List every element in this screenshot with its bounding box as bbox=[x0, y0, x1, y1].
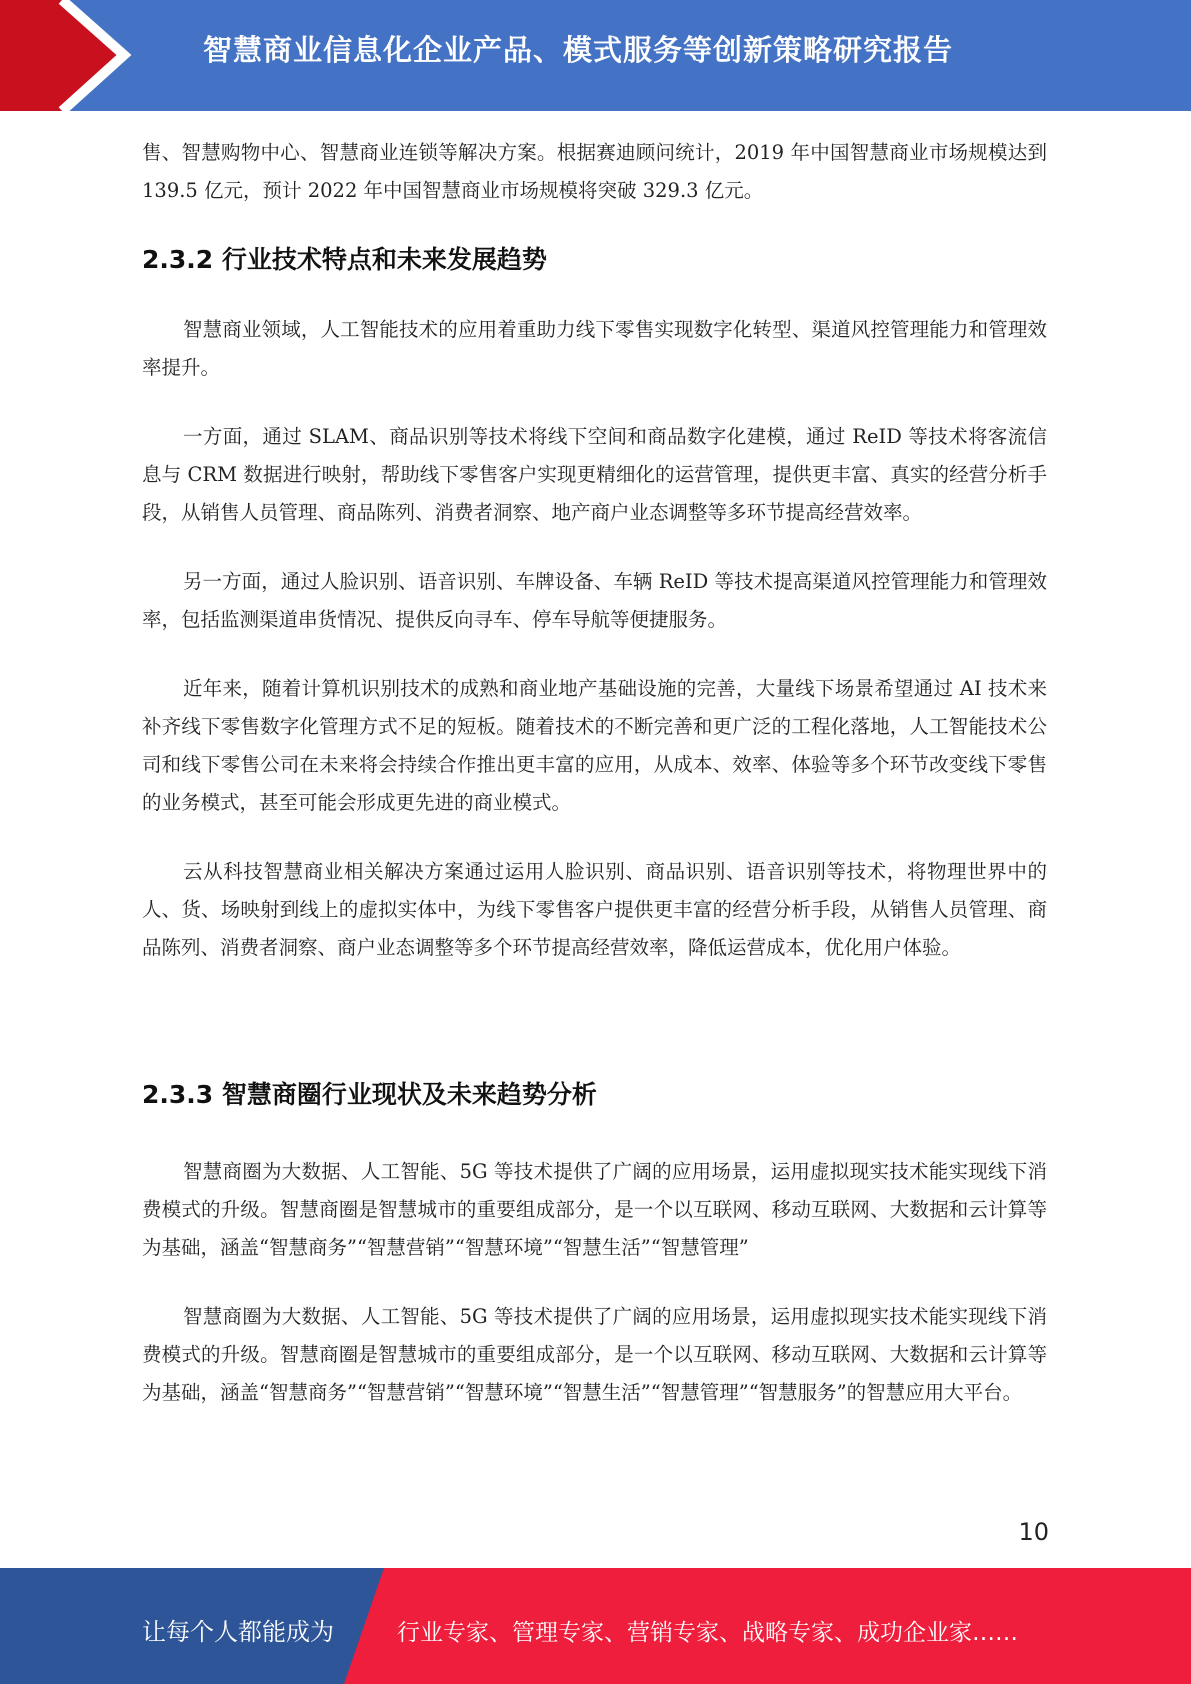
section-2-3-2-paragraph-5: 云从科技智慧商业相关解决方案通过运用人脸识别、商品识别、语音识别等技术，将物理世界中的人、货、场映射到线上的虚拟实体中，为线下零售客户提供更丰富的经营分析手段，从销售人员管理、商品陈列、消费者洞察、商户业态调整等多个环节提高经营效率，降低运营成本，优化用户体验。 bbox=[142, 860, 1047, 959]
page-number: 10 bbox=[1018, 1518, 1049, 1546]
page-footer bbox=[0, 1568, 1191, 1684]
section-2-3-3-paragraph-2: 智慧商圈为大数据、人工智能、5G 等技术提供了广阔的应用场景，运用虚拟现实技术能实现线下消费模式的升级。智慧商圈是智慧城市的重要组成部分，是一个以互联网、移动互联网、大数据和云计算等为基础，涵盖“智慧商务”“智慧营销”“智慧环境”“智慧生活”“智慧管理”“智慧服务”的智慧应用大平台。 bbox=[142, 1305, 1047, 1404]
header-red-arrow-decoration bbox=[0, 0, 160, 111]
intro-paragraph: 售、智慧购物中心、智慧商业连锁等解决方案。根据赛迪顾问统计，2019 年中国智慧商业市场规模达到 139.5 亿元，预计 2022 年中国智慧商业市场规模将突破 329.3 亿元。 bbox=[142, 141, 1047, 202]
report-title: 智慧商业信息化企业产品、模式服务等创新策略研究报告 bbox=[203, 33, 954, 67]
section-2-3-2-paragraph-2: 一方面，通过 SLAM、商品识别等技术将线下空间和商品数字化建模，通过 ReID 等技术将客流信息与 CRM 数据进行映射，帮助线下零售客户实现更精细化的运营管理，提供更丰富、真实的经营分析手段，从销售人员管理、商品陈列、消费者洞察、地产商户业态调整等多环节提高经营效率。 bbox=[142, 425, 1047, 524]
section-heading-2-3-3: 2.3.3 智慧商圈行业现状及未来趋势分析 bbox=[142, 1080, 597, 1109]
page-header bbox=[0, 0, 1191, 111]
footer-slogan-right: 行业专家、管理专家、营销专家、战略专家、成功企业家…… bbox=[397, 1620, 1018, 1646]
section-2-3-2-paragraph-4: 近年来，随着计算机识别技术的成熟和商业地产基础设施的完善，大量线下场景希望通过 AI 技术来补齐线下零售数字化管理方式不足的短板。随着技术的不断完善和更广泛的工程化落地，人工智能技术公司和线下零售公司在未来将会持续合作推出更丰富的应用，从成本、效率、体验等多个环节改变线下零售的业务模式，甚至可能会形成更先进的商业模式。 bbox=[142, 677, 1047, 814]
section-2-3-2-paragraph-1: 智慧商业领域，人工智能技术的应用着重助力线下零售实现数字化转型、渠道风控管理能力和管理效率提升。 bbox=[142, 318, 1047, 379]
section-heading-2-3-2: 2.3.2 行业技术特点和未来发展趋势 bbox=[142, 245, 547, 274]
section-2-3-2-paragraph-3: 另一方面，通过人脸识别、语音识别、车牌设备、车辆 ReID 等技术提高渠道风控管理能力和管理效率，包括监测渠道串货情况、提供反向寻车、停车导航等便捷服务。 bbox=[142, 570, 1047, 631]
section-2-3-3-paragraph-1: 智慧商圈为大数据、人工智能、5G 等技术提供了广阔的应用场景，运用虚拟现实技术能实现线下消费模式的升级。智慧商圈是智慧城市的重要组成部分，是一个以互联网、移动互联网、大数据和云计算等为基础，涵盖“智慧商务”“智慧营销”“智慧环境”“智慧生活”“智慧管理” bbox=[142, 1160, 1047, 1259]
footer-slogan-left: 让每个人都能成为 bbox=[142, 1618, 334, 1646]
